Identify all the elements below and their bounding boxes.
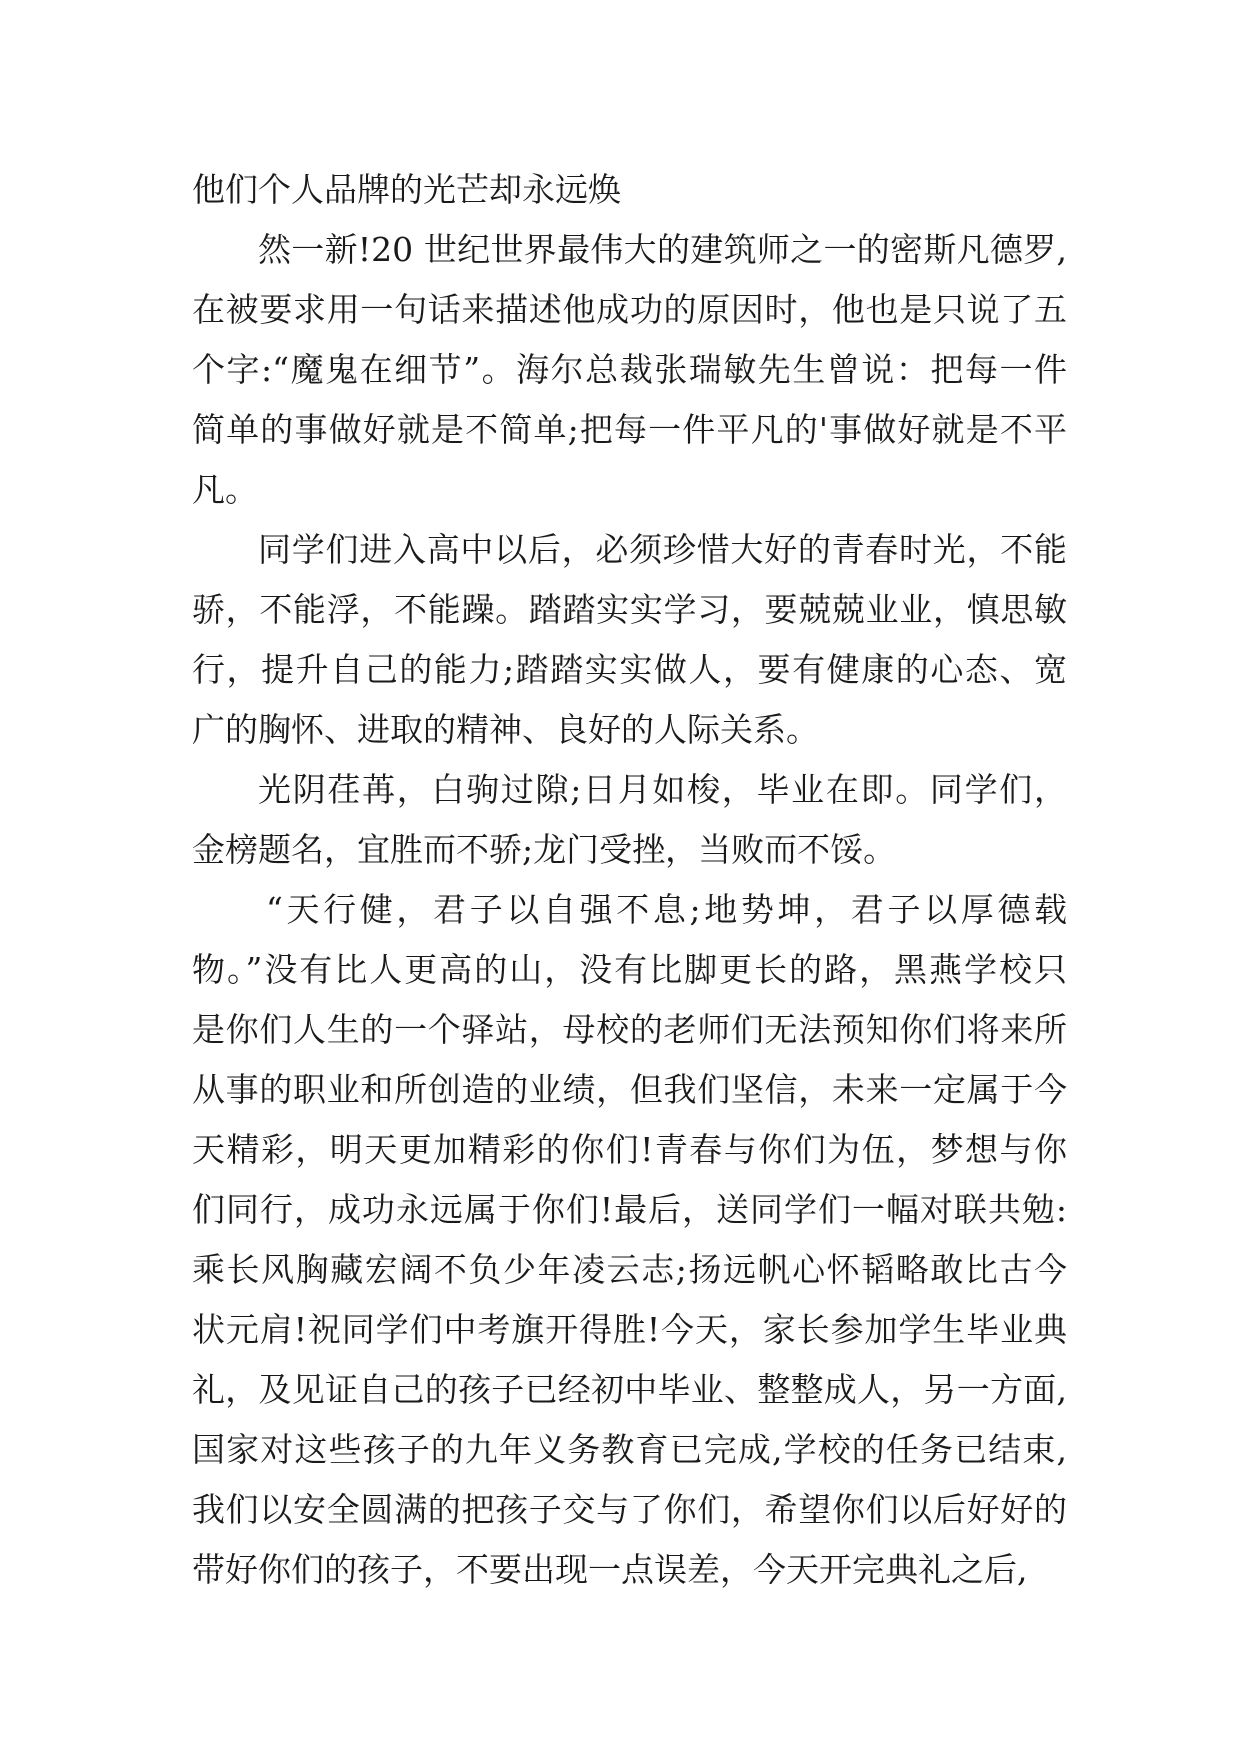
paragraph-p3 [192,520,1067,760]
text-line: 从事的职业和所创造的业绩，但我们坚信，未来一定属于今 [192,1070,1067,1109]
text-line: 天精彩，明天更加精彩的你们!青春与你们为伍，梦想与你 [192,1130,1067,1169]
text-line: 骄，不能浮，不能躁。踏踏实实学习，要兢兢业业，慎思敏 [192,590,1067,629]
text-line: 广的胸怀、进取的精神、良好的人际关系。 [192,710,819,749]
paragraph-p2 [192,220,1067,520]
text-line: 礼，及见证自己的孩子已经初中毕业、整整成人，另一方面, [192,1370,1067,1409]
text-line: 金榜题名，宜胜而不骄;龙门受挫，当败而不馁。 [192,830,897,869]
text-line: 个字:“魔鬼在细节”。海尔总裁张瑞敏先生曾说：把每一件 [192,350,1067,389]
text-line: 他们个人品牌的光芒却永远焕 [192,170,621,209]
text-line: 乘长风胸藏宏阔不负少年凌云志;扬远帆心怀韬略敢比古今 [192,1250,1067,1289]
text-line: 国家对这些孩子的九年义务教育已完成,学校的任务已结束, [192,1430,1067,1469]
text-line: 在被要求用一句话来描述他成功的原因时，他也是只说了五 [192,290,1067,329]
text-line: 简单的事做好就是不简单;把每一件平凡的'事做好就是不平 [192,410,1067,449]
text-line: 我们以安全圆满的把孩子交与了你们，希望你们以后好好的 [192,1490,1067,1529]
paragraph-p1 [192,160,1067,220]
paragraph-p4 [192,760,1067,880]
text-line: 光阴荏苒，白驹过隙;日月如梭，毕业在即。同学们， [258,770,1067,809]
paragraph-p5 [192,880,1067,1600]
text-line: 带好你们的孩子，不要出现一点误差，今天开完典礼之后, [192,1550,1028,1589]
text-line: 凡。 [192,470,258,509]
document-body [192,160,1067,1600]
text-line: 物。”没有比人更高的山，没有比脚更长的路，黑燕学校只 [192,950,1067,989]
text-line: 然一新!20 世纪世界最伟大的建筑师之一的密斯凡德罗, [258,230,1067,269]
text-line: “天行健，君子以自强不息;地势坤，君子以厚德载 [266,890,1067,929]
text-line: 同学们进入高中以后，必须珍惜大好的青春时光，不能 [258,530,1067,569]
text-line: 行，提升自己的能力;踏踏实实做人，要有健康的心态、宽 [192,650,1067,689]
text-line: 们同行，成功永远属于你们!最后，送同学们一幅对联共勉: [192,1190,1067,1229]
text-line: 是你们人生的一个驿站，母校的老师们无法预知你们将来所 [192,1010,1067,1049]
text-line: 状元肩!祝同学们中考旗开得胜!今天，家长参加学生毕业典 [192,1310,1067,1349]
